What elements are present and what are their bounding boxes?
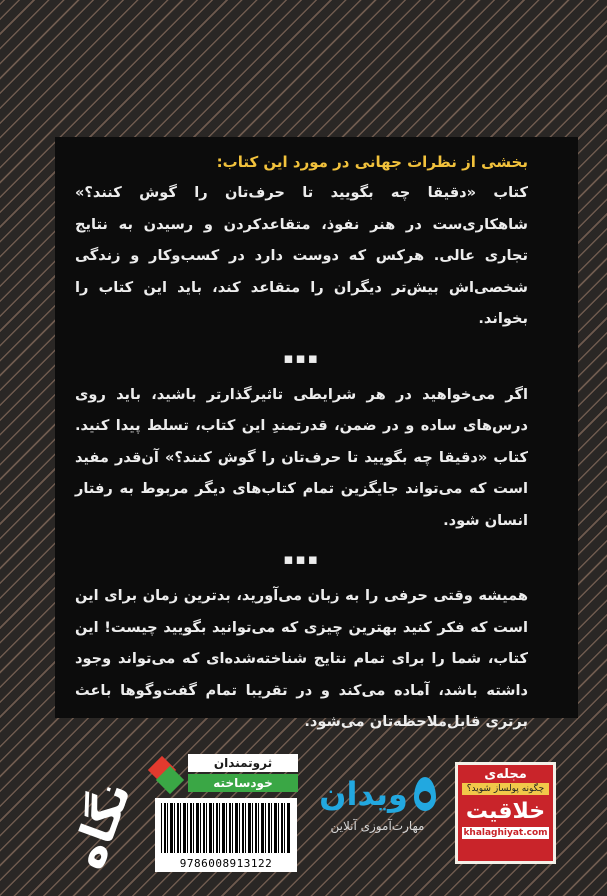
barcode-bars (161, 803, 291, 853)
review-paragraph-3: همیشه وقتی حرفی را به زبان می‌آورید، بدترین زمان برای این است که فکر کنید بهترین چیزی که می‌توانید بگویید چیست! این کتاب، شما را برای تمام نتایج شناخته‌شده‌ای که می‌تواند وجود داشته باشد، آماده می‌کند و در تقریبا تمام گفت‌وگوها باعث برتری قابل‌ملاحظه‌تان می‌شود. (75, 587, 528, 730)
review-paragraph-2: اگر می‌خواهید در هر شرایطی تاثیرگذارتر باشید، باید روی درس‌های ساده و در ضمن، قدرتمندِ این کتاب، تسلط پیدا کنید. کتاب «دقیقا چه بگویید تا حرف‌تان را گوش کنند؟» آن‌قدر مفید است که می‌تواند جایگزین تمام کتاب‌های دیگر مربوط به رفتار انسان شود. (75, 385, 528, 529)
badge-name: خلاقیت (465, 799, 546, 824)
review-paragraph-1: کتاب «دقیقا چه بگویید تا حرف‌تان را گوش کنند؟» شاهکاری‌ست در هنر نفوذ، متقاعدکردن و رسیدن به نتایج تجاری عالی. هرکس که دوست دارد در کسب‌وکار و زندگی شخصی‌اش بیش‌تر دیگران را متقاعد کند، باید این کتاب را بخواند. (75, 184, 528, 327)
reviews-heading: بخشی از نظرات جهانی در مورد این کتاب: (216, 153, 528, 171)
series-line-1: ثروتمندان (188, 754, 298, 772)
reviews-panel (55, 137, 578, 730)
khalaghiyat-magazine-badge (455, 762, 556, 864)
vidan-wordmark: ویدان (319, 775, 408, 813)
series-diamond-icon (150, 756, 180, 790)
badge-url: khalaghiyat.com (463, 828, 548, 838)
vidan-drop-icon (414, 777, 436, 811)
badge-title: مجله‌ی (484, 767, 527, 782)
badge-subtitle: چگونه پولساز شوید؟ (462, 783, 549, 795)
separator-2: ▪▪▪ (283, 550, 320, 568)
barcode-number: 9786008913122 (179, 857, 273, 870)
negah-novin-logo: نگاه (60, 774, 142, 876)
series-logo (150, 752, 300, 798)
separator-1: ▪▪▪ (283, 348, 320, 367)
isbn-barcode (155, 798, 297, 872)
series-line-2: خودساخته (188, 774, 298, 792)
vidan-tagline: مهارت‌آموزی آنلاین (330, 819, 425, 833)
vidan-logo (305, 775, 450, 850)
